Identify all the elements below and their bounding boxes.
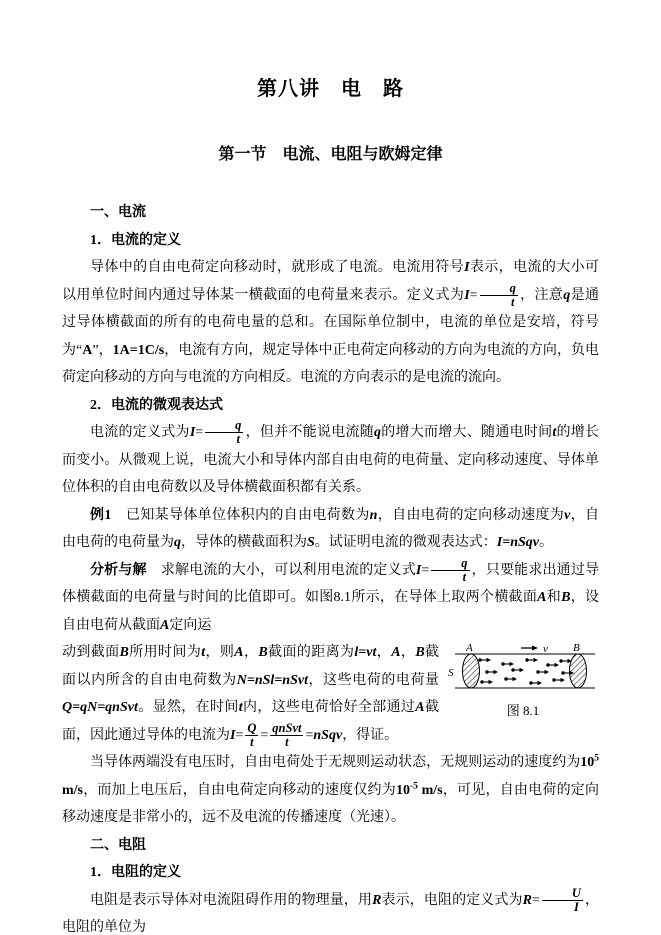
paragraph-micro-expression xyxy=(62,419,599,502)
text-run: = xyxy=(531,892,540,908)
text-run: 的增大而增大、随通电时间 xyxy=(381,425,553,440)
heading-micro-expression: 2．电流的微观表达式 xyxy=(90,397,223,413)
variable: B xyxy=(415,645,425,660)
variable: v xyxy=(564,507,571,523)
text-run: ，设自由电荷从截面 xyxy=(62,590,600,633)
variable: n xyxy=(369,507,378,523)
text-run: 和 xyxy=(546,590,562,605)
velocity-arrowhead xyxy=(532,646,538,651)
analysis-part2-text xyxy=(62,645,440,749)
text-run: 。显然，在时间 xyxy=(137,700,239,715)
chapter-title: 第八讲 电 路 xyxy=(257,78,404,100)
variable: I=nSqv xyxy=(496,535,540,550)
cross-section-b xyxy=(570,654,587,688)
text-run: ，自由电荷的电荷量为 xyxy=(62,507,600,550)
moving-charges-icon xyxy=(478,658,574,685)
fraction: $\frac{q}{t}$ xyxy=(205,419,243,446)
text-run: = xyxy=(235,727,244,743)
text-run: 电流的定义式为 xyxy=(90,425,190,440)
text-run: ，得证。 xyxy=(342,727,399,743)
bold-text: A xyxy=(82,342,93,358)
text-run: ，这些电荷的电荷量 xyxy=(307,672,440,688)
text-run: ，电流有方向，规定导体中正电荷定向移动的方向为电流的方向，负电荷定向移动的方向与电流的方向相反。电流的方向表示的是电流的流向。 xyxy=(62,342,600,385)
text-run: 导体中的自由电荷定向移动时，就形成了电流。电流用符号 xyxy=(90,260,465,275)
bold-text: 10 xyxy=(580,755,595,770)
figure-label-a: A xyxy=(466,642,473,654)
text-run: ，只要能求出通过导体横截面的电荷量与时间的比值即可。如图8.1所示，在导体上取两个横截面 xyxy=(62,562,600,605)
bold-text: m/s xyxy=(417,782,443,798)
text-run: ，但并不能说电流随 xyxy=(245,425,374,440)
text-run: ， xyxy=(400,645,416,660)
cross-section-a xyxy=(463,654,480,688)
text-run: ，自由电荷的定向移动速度为 xyxy=(377,507,565,523)
paragraph-analysis-part2 xyxy=(62,639,599,749)
conductor-diagram xyxy=(447,642,599,700)
text-run: 定向运 xyxy=(169,617,212,633)
superscript: 5 xyxy=(594,753,599,764)
variable: I xyxy=(464,287,470,303)
fraction: $\frac{Q}{t}$ xyxy=(247,720,257,749)
variable: N=nSl=nSvt xyxy=(236,672,308,688)
variable: q xyxy=(374,425,381,440)
text-run: 。试证明电流的微观表达式： xyxy=(314,535,497,550)
variable: B xyxy=(258,645,268,660)
figure-label-v: v xyxy=(543,643,548,655)
text-run: 的增长而变小。从微观上说，电流大小和导体内部自由电荷的电荷量、定向移动速度、导体单位体积的自由电荷数以及导体横截面积都有关系。 xyxy=(62,425,600,495)
text-run: 是通过导体横截面的所有的电荷电量的总和。在国际单位制中，电流的单位是安培，符号为“ xyxy=(62,287,600,358)
variable: B xyxy=(561,590,571,605)
variable: I xyxy=(415,562,422,578)
text-run: ”， xyxy=(92,342,113,358)
text-run: 表示，电流的大小可以用单位时间内通过导体某一横截面的电荷量来表示。定义式为 xyxy=(62,260,599,303)
heading-resistance-definition: 1．电阻的定义 xyxy=(90,865,181,880)
variable: R xyxy=(522,892,532,908)
text-run: ，导体的横截面积为 xyxy=(181,535,307,550)
bold-text: 10 xyxy=(395,782,410,798)
bold-text: m/s xyxy=(62,782,83,798)
fraction: $\frac{q}{t}$ xyxy=(480,282,518,309)
variable: l=vt xyxy=(354,645,377,660)
text-run: 所用时间为 xyxy=(128,645,202,660)
text-run: 截面的距离为 xyxy=(267,645,355,660)
text-run: ，电阻的单位为 xyxy=(62,892,600,935)
document-body xyxy=(62,199,599,935)
variable: A xyxy=(234,645,244,660)
variable: q xyxy=(563,287,571,303)
text-run: 求解电流的大小，可以利用电流的定义式 xyxy=(146,562,416,578)
variable: A xyxy=(537,590,547,605)
bold-text: 例1 xyxy=(90,507,112,523)
paragraph-drift-speed xyxy=(62,749,599,832)
section-title: 第一节 电流、电阻与欧姆定律 xyxy=(218,146,443,163)
variable: A xyxy=(391,645,401,660)
variable: t xyxy=(201,645,206,660)
text-run: 已知某导体单位体积内的自由电荷数为 xyxy=(111,507,370,523)
variable: I xyxy=(464,260,470,275)
text-run: 。 xyxy=(539,535,554,550)
heading-resistance: 二、电阻 xyxy=(90,837,146,853)
text-run: ，而加上电压后，自由电荷定向移动的速度仅约为 xyxy=(83,782,396,798)
text-run: ， xyxy=(376,645,392,660)
variable: A xyxy=(415,700,425,715)
figure-caption: 图 8.1 xyxy=(506,703,540,718)
text-run: 截面，因此通过导体的电流为 xyxy=(62,700,439,743)
text-run: 电阻是表示导体对电流阻碍作用的物理量，用 xyxy=(90,892,373,908)
paragraph-current-definition xyxy=(62,254,599,392)
text-run: ， xyxy=(243,645,259,660)
text-run: = xyxy=(469,287,478,303)
variable: R xyxy=(372,892,382,908)
text-run: 当导体两端没有电压时，自由电荷处于无规则运动状态，无规则运动的速度约为 xyxy=(90,755,581,770)
variable: I xyxy=(230,727,236,743)
variable: q xyxy=(174,535,181,550)
variable: A xyxy=(160,617,170,633)
variable: t xyxy=(552,425,557,440)
paragraph-analysis-part1 xyxy=(62,557,599,640)
text-run: 表示，电阻的定义式为 xyxy=(381,892,523,908)
figure-8-1 xyxy=(447,642,599,719)
text-run: ，注意 xyxy=(519,287,564,303)
fraction: $\frac{\text{qnSvt}}{t}$ xyxy=(272,720,302,749)
text-run: = xyxy=(421,562,430,578)
fraction: $\frac{q}{t}$ xyxy=(431,557,469,584)
text-run: = xyxy=(260,727,269,743)
text-run: = xyxy=(195,425,204,440)
variable: I xyxy=(189,425,196,440)
paragraph-example1 xyxy=(62,502,599,557)
heading-current: 一、电流 xyxy=(90,205,146,220)
variable: Q=qN=qnSvt xyxy=(62,700,138,715)
text-run: = xyxy=(305,727,314,743)
variable: t xyxy=(238,700,243,715)
text-run: 截面以内所含的自由电荷数为 xyxy=(62,645,440,688)
variable: nSqv xyxy=(313,727,343,743)
variable: S xyxy=(307,535,315,550)
text-run: 内，这些电荷恰好全部通过 xyxy=(242,700,416,715)
bold-text: 分析与解 xyxy=(90,562,147,578)
text-run: ，则 xyxy=(205,645,235,660)
heading-current-definition: 1．电流的定义 xyxy=(90,232,181,248)
variable: B xyxy=(119,645,129,660)
bold-text: 1A=1C/s xyxy=(112,342,165,358)
paragraph-resistance-definition xyxy=(62,887,599,935)
figure-label-b: B xyxy=(573,642,580,654)
superscript: -5 xyxy=(409,780,418,791)
text-run: ，可见，自由电荷的定向移动速度是非常小的，远不及电流的传播速度（光速）。 xyxy=(62,782,600,825)
text-run: 动到截面 xyxy=(62,645,120,660)
fraction: $\frac{U}{I}$ xyxy=(542,887,583,914)
figure-label-s: S xyxy=(448,667,454,679)
